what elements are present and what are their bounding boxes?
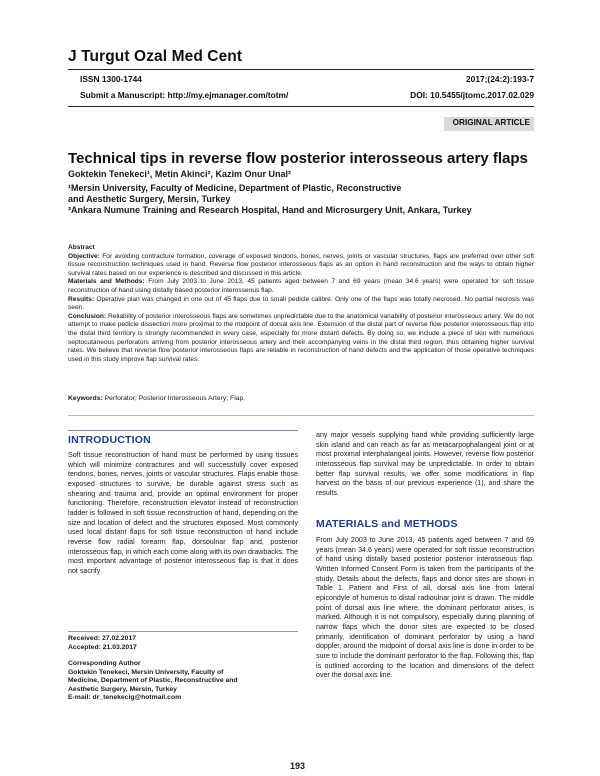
methods-text: From July 2003 to June 2013, 45 patients aged between 7 and 69 years (mean 34.6 years) were operated for soft tissue reconstruction of hand using distally based posterior interosseous flap. xyxy=(68,278,534,294)
issn: ISSN 1300-1744 xyxy=(80,74,142,84)
article-type-label: ORIGINAL ARTICLE xyxy=(452,118,530,127)
corresponding-line-1: Goktekin Tenekeci, Mersin University, Faculty of xyxy=(68,669,224,676)
abstract-heading: Abstract xyxy=(68,244,95,251)
article-title: Technical tips in reverse flow posterior interosseous artery flaps xyxy=(68,150,528,167)
authors: Goktekin Tenekeci¹, Metin Akinci², Kazim Onur Unal² xyxy=(68,169,292,179)
abstract xyxy=(68,244,534,364)
intro-rule xyxy=(68,430,298,431)
introduction-text xyxy=(68,451,298,577)
abstract-divider xyxy=(68,415,534,416)
conclusion-text: Reliability of posterior interosseous flaps are sometimes unpredictable due to the anatomical variability of posterior interosseous artery. We do not attempt to make pedicle dissection more proximal to the midpoint of dorsal axis line. Extension of the distal part of reverse flow posterior interosseous flap into the distal third territory is strongly recommended in every case, especially for more distant defects. By doing so, we include a piece of skin with numerious septocutaneous perforators arriving from posterior interosseous artery and their accompanying veins in the distal third region, thus obtaining higher survival rates. We believe that reverse flow posterior interosseous flaps are reliable in reconstruction of hand defects and the application of those operative techniques used in this study improve flap survival rates. xyxy=(68,312,534,363)
header-rule-top xyxy=(68,69,534,70)
results-text: Operative plan was changed in one out of 45 flaps due to small pedicle calibre. Only one of the flaps was totally necrosed. No partial necrosis was seen. xyxy=(68,295,534,312)
keywords-label: Keywords: xyxy=(68,395,103,402)
footnote-rule xyxy=(68,631,298,632)
introduction-heading: INTRODUCTION xyxy=(68,434,151,446)
introduction-continued-paragraph: any major vessels supplying hand while providing sufficiently large skin island and can reach as far as metacarpophalangeal joint or at most proximal interphalangeal joints. However, reverse flow posterior interosseous flap survival may be unpredictable. In order to obtain better flap survival results, we offer some modifications in flap harvest on the basis of our previous experience (1), and share the results. xyxy=(316,431,534,497)
accepted-date: Accepted: 21.03.2017 xyxy=(68,644,137,651)
corresponding-email[interactable]: E-mail: dr_tenekecig@hotmail.com xyxy=(68,694,182,701)
citation: 2017;(24:2):193-7 xyxy=(466,74,534,84)
keywords-text: Perforator; Posterior Interosseous Artery; Flap. xyxy=(104,395,246,402)
objective-label: Objective: xyxy=(68,252,100,260)
affiliation-2: ²Ankara Numune Training and Research Hospital, Hand and Microsurgery Unit, Ankara, Turkey xyxy=(68,205,472,215)
objective-text: For avoiding contracture formation, coverage of exposed tendons, bones, nerves, joints or vascular structures, flaps are preferred over other soft tissue reconstruction techniques used in hand. Reverse flow posterior interosseous flaps as an option in hand reconstruction and the ways to obtain higher survival rates based on our experience is described and discussed in this article. xyxy=(68,252,534,277)
keywords xyxy=(68,395,245,402)
corresponding-heading: Corresponding Author xyxy=(68,660,141,667)
affiliation-1: ¹Mersin University, Faculty of Medicine, Department of Plastic, Reconstructive xyxy=(68,183,402,193)
conclusion-label: Conclusion: xyxy=(68,312,107,320)
affiliation-1-cont: and Aesthetic Surgery, Mersin, Turkey xyxy=(68,194,231,204)
submit-manuscript-link[interactable]: Submit a Manuscript: http://my.ejmanager.com/totm/ xyxy=(80,90,289,100)
received-date: Received: 27.02.2017 xyxy=(68,635,137,642)
introduction-paragraph: Soft tissue reconstruction of hand must be performed by using tissues which will minimize contractures and will successfully cover exposed tendons, bones, nerves, joints or vascular structures. Flaps enable those exposed structures to survive, be durable against stress such as shearing and trauma and, provide an optimal environment for proper functioning. Therefore, reconstruction elevator instead of reconstruction ladder is followed in soft tissue reconstruction of hand, depending on the size and location of defect and the structures exposed. Most commonly used local distant flaps for soft tissue reconstruction of hand include reverse flow radial forearm flap, dorsoulnar flap and, posterior interosseous flap, in which each come along with its own drawbacks. The most important advantage of posterior interosseous flap is that it does not sacrify xyxy=(68,451,298,575)
results-label: Results: xyxy=(68,295,95,303)
header-rule-bottom xyxy=(68,106,534,107)
methods-section-text xyxy=(316,536,534,681)
page-number: 193 xyxy=(290,761,306,771)
corresponding-line-3: Aesthetic Surgery, Mersin, Turkey xyxy=(68,686,177,693)
corresponding-line-2: Medicine, Department of Plastic, Reconstructive and xyxy=(68,677,238,684)
methods-label: Materials and Methods: xyxy=(68,278,145,286)
journal-name: J Turgut Ozal Med Cent xyxy=(68,48,243,65)
methods-heading: MATERIALS and METHODS xyxy=(316,518,458,530)
doi-link[interactable]: DOI: 10.5455/jtomc.2017.02.029 xyxy=(410,90,534,100)
article-type-badge xyxy=(444,117,534,131)
methods-paragraph: From July 2003 to June 2013, 45 patients aged between 7 and 69 years (mean 34.6 years) were operated for soft tissue reconstruction of hand using distally based posterior posterior interosseous flap. Written Informed Consent Form is taken from the participants of the study. Details about the defects, flaps and donor sites are shown in Table 1. Patient and First of all, dorsal axis line from lateral epicondyle of humerus to distal radioulnar joint is drawn. The middle point of dorsal axis line where, the dominant perforator arises, is marked. Although it is not compulsory, especially during planning of narrow flaps which the donor sites are expected to be closed primarily, identification of dominant perforator by using a hand doppler, around the midpoint of dorsal axis line is done in order to be sure to include the dominant perforator to the flap. Following this, flap is outlined according to the location and dimensions of the defect over the dorsal axis line. xyxy=(316,536,534,680)
introduction-continued xyxy=(316,431,534,499)
